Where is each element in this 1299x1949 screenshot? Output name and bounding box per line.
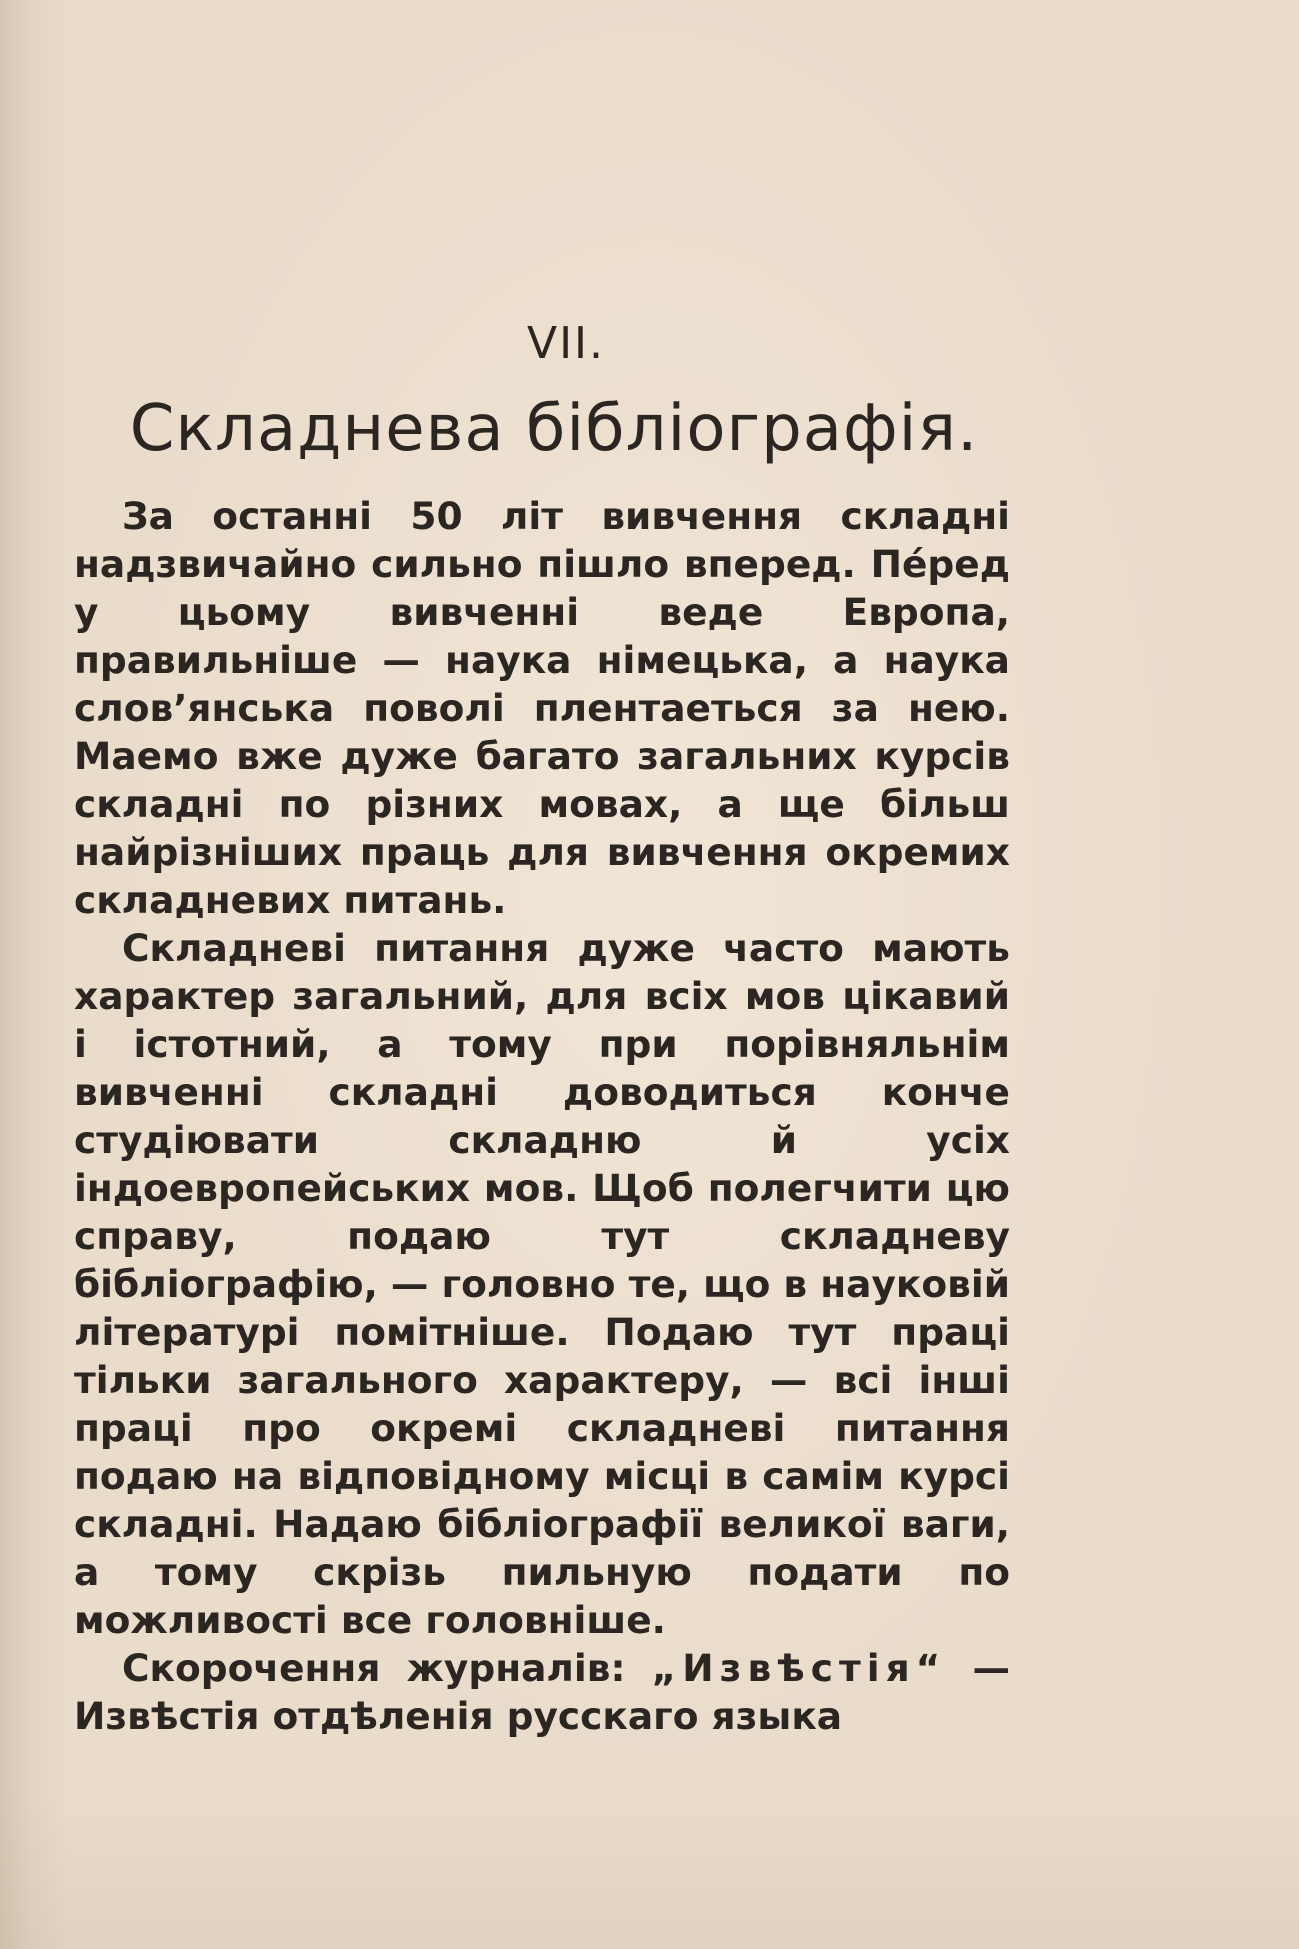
journal-short-name: „Извѣстія“ [651,1646,947,1690]
paragraph-2: Складневі питання дуже часто мають характер загальний, для всіх мов цікавий і істотний, а тому при порівняльнім вивченні складні доводиться конче студіювати складню й усіх індоевропейських мов. Щоб полегчити цю справу, подаю тут складневу бібліографію, — головно те, що в науковій літературі помітніше. Подаю тут праці тільки загального характеру, — всі інші праці про окремі складневі питання подаю на відповідному місці в самім курсі складні. Надаю бібліографії великої ваги, а тому скрізь пильную подати по можливості все головніше. [74,926,1010,1642]
abbreviations-lead: Скорочення журналів: [122,1646,652,1690]
chapter-title: Складнева бібліографія. [129,392,979,466]
abbreviations-paragraph [74,1644,1010,1740]
paragraph-1: За останні 50 літ вивчення складні надзвичайно сильно пішло вперед. Пе́ред у цьому вивченні веде Европа, правильніше — наука німецька, а наука слов’янська поволі плентаеться за нею. Маемо вже дуже багато загальних курсів складні по різних мовах, а ще більш найрізніших праць для вивчення окремих складневих питань. [74,494,1010,922]
body-text [74,492,1010,1740]
journal-full-name: — Извѣстія отдѣленія русскаго языка [74,1646,1010,1738]
book-page [74,0,1010,1949]
chapter-number: VII. [526,318,606,369]
